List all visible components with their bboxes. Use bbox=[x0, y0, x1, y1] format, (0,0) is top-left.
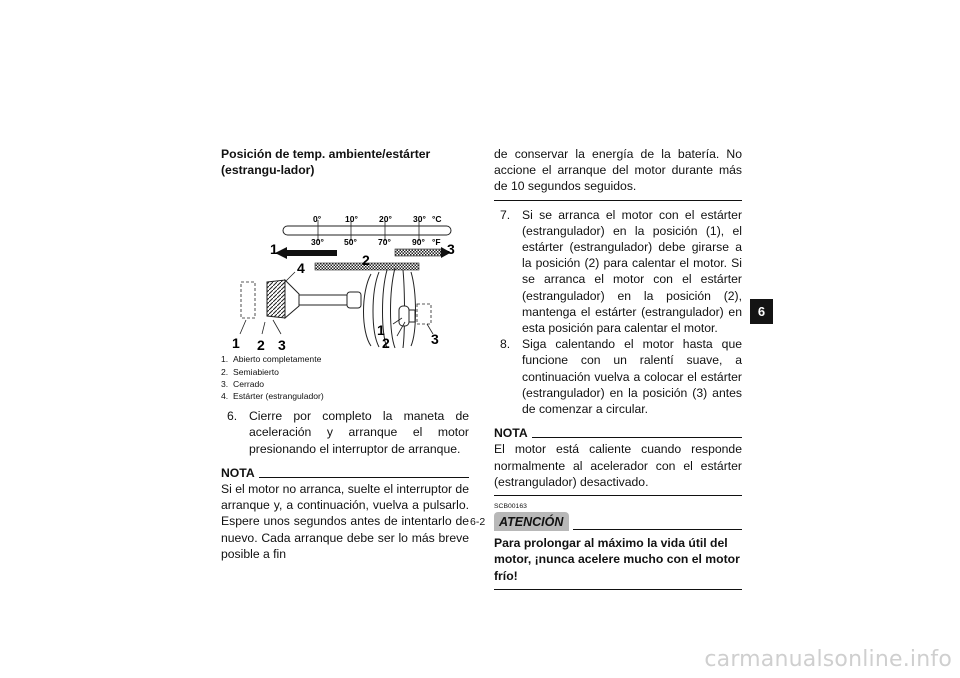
hatched-band-closed bbox=[395, 249, 441, 256]
callout-number: 4 bbox=[297, 260, 305, 277]
divider bbox=[494, 200, 742, 201]
step-text: Si se arranca el motor con el estárter (estrangulador) en la posición (1), el estárter (estrangulador) debe girarse a la posición (2) para calentar el motor. Si se arranca el motor con el estárter (estrangulador) en la posición (2), mantenga el estárter (estrangulador) en esta posición para calentar el motor. bbox=[522, 207, 742, 336]
callout-number: 1 bbox=[232, 335, 240, 351]
divider bbox=[259, 477, 469, 478]
callout-number: 1 bbox=[377, 322, 385, 339]
choke-shaft bbox=[299, 295, 347, 305]
temperature-scale bbox=[283, 226, 451, 235]
figure-legend bbox=[221, 353, 469, 402]
step-text: Siga calentando el motor hasta que funcione con un ralentí suave, a continuación vuelva a colocar el estárter (estrangulador) en la posición (3) antes de comenzar a circular. bbox=[522, 337, 742, 417]
callout-number: 3 bbox=[447, 241, 455, 258]
callout-number: 3 bbox=[278, 337, 286, 351]
note-header bbox=[221, 465, 469, 481]
fahrenheit-tick-label: 50° bbox=[344, 237, 357, 248]
divider bbox=[573, 529, 742, 530]
watermark: carmanualsonline.info bbox=[704, 647, 952, 672]
divider bbox=[494, 495, 742, 496]
callout-number: 1 bbox=[270, 241, 278, 258]
knob-position-open bbox=[241, 282, 255, 318]
note-label: NOTA bbox=[221, 465, 255, 480]
celsius-tick-label: 20° bbox=[379, 214, 392, 225]
fahrenheit-tick-label: 90° bbox=[412, 237, 425, 248]
step-number: 7. bbox=[500, 207, 511, 222]
celsius-tick-label: 10° bbox=[345, 214, 358, 225]
step-text: Cierre por completo la maneta de aceleración y arranque el motor presionando el interruptor de arranque. bbox=[249, 409, 469, 456]
divider bbox=[494, 589, 742, 590]
caution-code: SCB00163 bbox=[494, 503, 527, 511]
step-item bbox=[494, 207, 742, 337]
section-heading: Posición de temp. ambiente/estárter (estrangu-lador) bbox=[221, 147, 431, 178]
left-column bbox=[221, 146, 469, 562]
steps-list bbox=[221, 408, 469, 457]
choke-diagram bbox=[221, 182, 471, 350]
fahrenheit-unit: °F bbox=[432, 237, 441, 248]
celsius-tick-label: 0° bbox=[313, 214, 322, 225]
page-number: 6-2 bbox=[470, 516, 486, 528]
caution-header bbox=[494, 512, 742, 531]
legend-item: 3. Cerrado bbox=[221, 378, 265, 389]
fahrenheit-tick-label: 30° bbox=[311, 237, 324, 248]
steps-list bbox=[494, 207, 742, 418]
step-item bbox=[494, 336, 742, 417]
note-text: Si el motor no arranca, suelte el interruptor de arranque y, a continuación, vuelva a pulsarlo. Espere unos segundos antes de intentarlo de nuevo. Cada arranque debe ser lo más breve posible a fin bbox=[221, 482, 469, 561]
choke-knob bbox=[267, 280, 285, 318]
celsius-tick-label: 30° bbox=[413, 214, 426, 225]
right-column bbox=[494, 146, 742, 595]
callout-number: 3 bbox=[431, 331, 439, 348]
chapter-tab: 6 bbox=[750, 299, 773, 324]
legend-item: 1. Abierto completamente bbox=[221, 354, 322, 365]
note-header bbox=[494, 425, 742, 441]
arrow-open-range bbox=[275, 247, 337, 259]
note-label: NOTA bbox=[494, 426, 528, 441]
legend-item: 4. Estárter (estrangulador) bbox=[221, 391, 324, 402]
continued-text: de conservar la energía de la batería. No accione el arranque del motor durante más de 10 segundos seguidos. bbox=[494, 147, 742, 194]
step-number: 8. bbox=[500, 337, 511, 352]
callout-number: 2 bbox=[362, 252, 370, 269]
step-item bbox=[221, 408, 469, 457]
caution-text: Para prolongar al máximo la vida útil del motor, ¡nunca acelere mucho con el motor frío! bbox=[494, 536, 740, 583]
caution-badge: ATENCIÓN bbox=[494, 512, 569, 531]
choke-temperature-figure bbox=[221, 182, 471, 350]
celsius-unit: °C bbox=[432, 214, 442, 225]
legend-item: 2. Semiabierto bbox=[221, 366, 279, 377]
note-text: El motor está caliente cuando responde normalmente al acelerador con el estárter (estrangulador) desactivado. bbox=[494, 442, 742, 489]
divider bbox=[532, 437, 742, 438]
callout-number: 2 bbox=[257, 337, 265, 351]
callout-number: 2 bbox=[382, 335, 390, 351]
fahrenheit-tick-label: 70° bbox=[378, 237, 391, 248]
step-number: 6. bbox=[227, 409, 238, 424]
